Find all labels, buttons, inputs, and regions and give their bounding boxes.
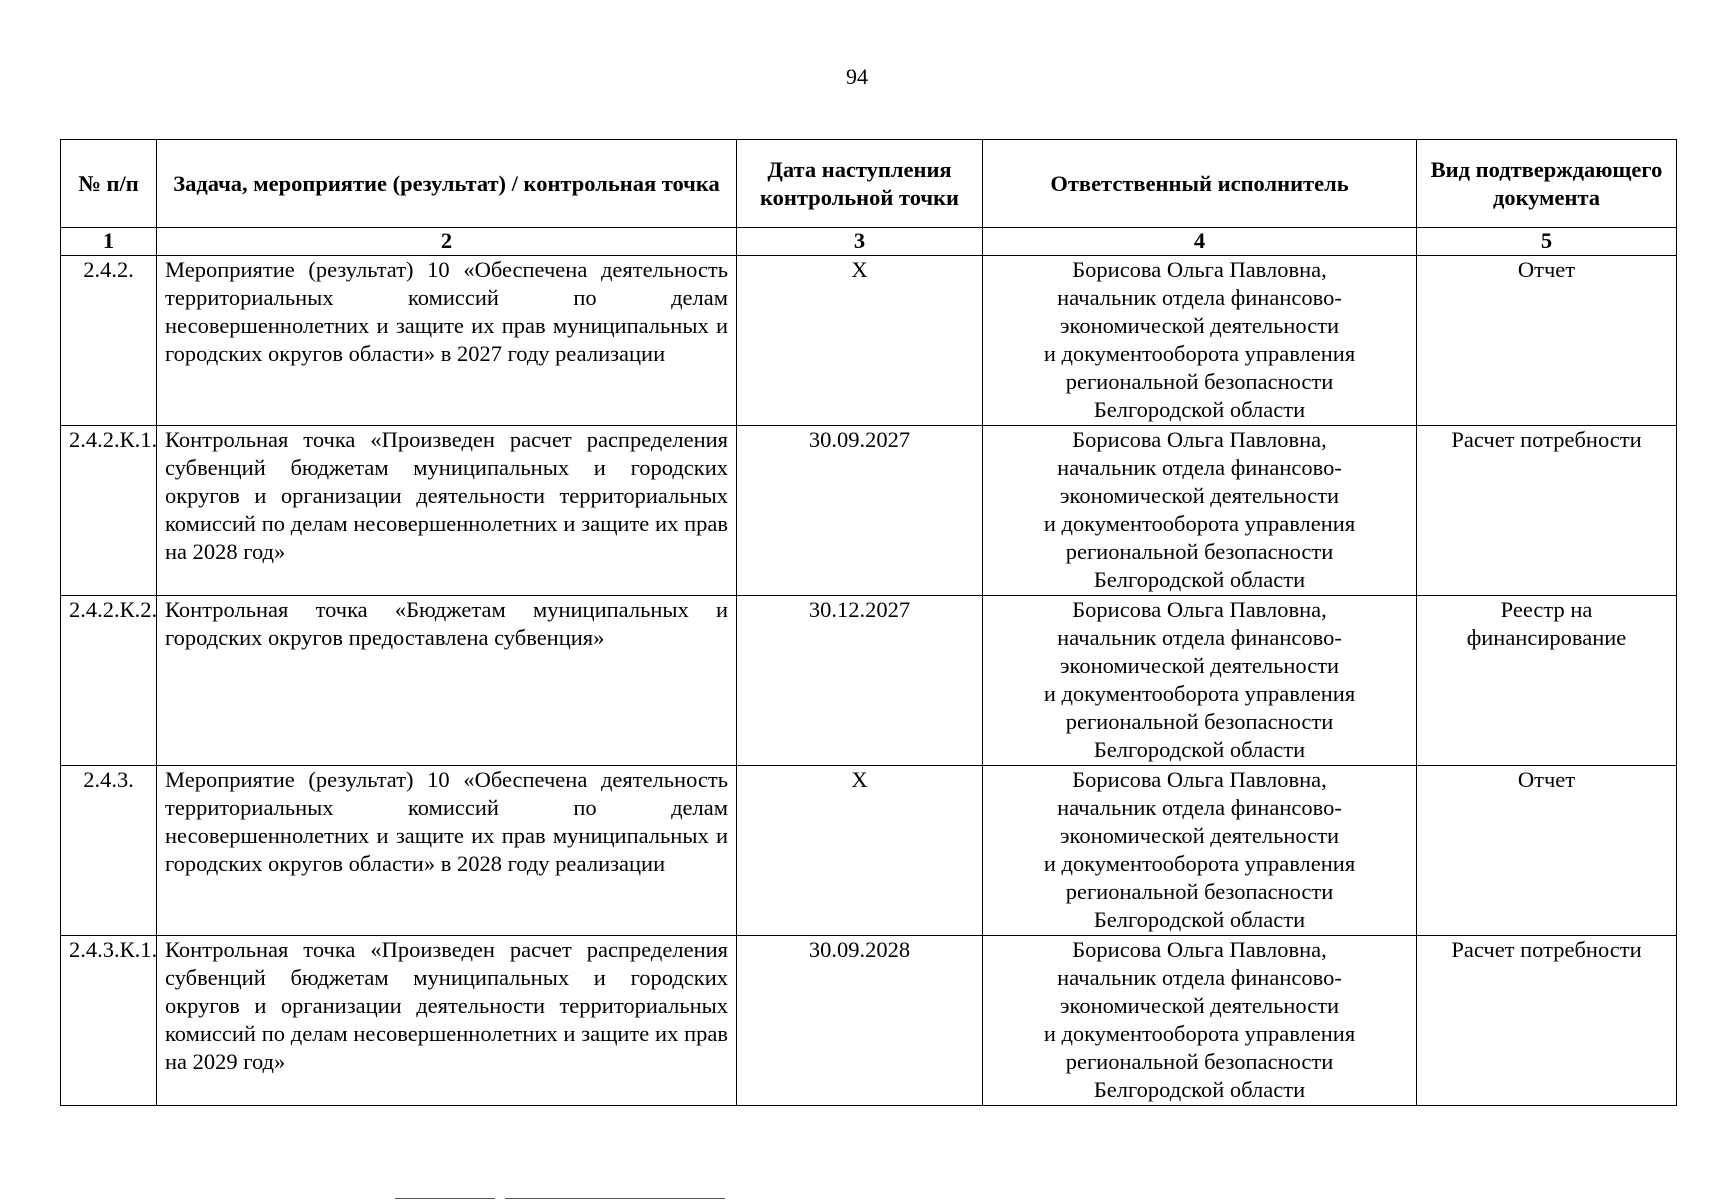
header-responsible: Ответственный исполнитель <box>983 140 1417 228</box>
table-header-row <box>61 140 1677 228</box>
header-number: № п/п <box>61 140 157 228</box>
responsible-line: Белгородской области <box>1093 397 1306 422</box>
responsible-line: Борисова Ольга Павловна, <box>1072 427 1327 452</box>
column-numbers-row <box>61 228 1677 256</box>
table-row <box>61 426 1677 596</box>
row-number: 2.4.3.К.1. <box>61 936 157 1106</box>
table-row <box>61 936 1677 1106</box>
responsible-line: региональной безопасности <box>1065 879 1334 904</box>
control-date: Х <box>737 766 983 936</box>
responsible-executor <box>983 426 1417 596</box>
column-number: 4 <box>983 228 1417 256</box>
responsible-line: Борисова Ольга Павловна, <box>1072 767 1327 792</box>
document-type: Расчет потребности <box>1417 426 1677 596</box>
control-points-table <box>60 139 1677 1106</box>
column-number: 5 <box>1417 228 1677 256</box>
responsible-line: Белгородской области <box>1093 567 1306 592</box>
header-document: Вид подтверждающего документа <box>1417 140 1677 228</box>
control-date: 30.12.2027 <box>737 596 983 766</box>
scan-edge-line <box>395 1198 495 1199</box>
responsible-line: экономической деятельности <box>1059 313 1340 338</box>
responsible-line: начальник отдела финансово- <box>1057 455 1342 480</box>
control-date: 30.09.2028 <box>737 936 983 1106</box>
responsible-line: начальник отдела финансово- <box>1057 285 1342 310</box>
responsible-line: Борисова Ольга Павловна, <box>1072 597 1327 622</box>
scan-edge-line <box>505 1198 725 1199</box>
responsible-line: Борисова Ольга Павловна, <box>1072 257 1327 282</box>
row-number: 2.4.3. <box>61 766 157 936</box>
table-row <box>61 766 1677 936</box>
responsible-executor <box>983 256 1417 426</box>
responsible-line: экономической деятельности <box>1059 993 1340 1018</box>
column-number: 3 <box>737 228 983 256</box>
responsible-line: начальник отдела финансово- <box>1057 795 1342 820</box>
document-type: Отчет <box>1417 256 1677 426</box>
responsible-line: экономической деятельности <box>1059 823 1340 848</box>
row-number: 2.4.2. <box>61 256 157 426</box>
responsible-line: начальник отдела финансово- <box>1057 625 1342 650</box>
document-type: Отчет <box>1417 766 1677 936</box>
responsible-line: Белгородской области <box>1093 907 1306 932</box>
responsible-executor <box>983 596 1417 766</box>
responsible-line: региональной безопасности <box>1065 369 1334 394</box>
responsible-line: Борисова Ольга Павловна, <box>1072 937 1327 962</box>
responsible-line: Белгородской области <box>1093 1077 1306 1102</box>
responsible-line: и документооборота управления <box>1043 851 1356 876</box>
responsible-line: начальник отдела финансово- <box>1057 965 1342 990</box>
responsible-line: и документооборота управления <box>1043 511 1356 536</box>
task-text: Мероприятие (результат) 10 «Обеспечена деятельность территориальных комиссий по делам несовершеннолетних и защите их прав муниципальных и городских округов области» в 2028 году реализации <box>157 766 737 936</box>
control-date: Х <box>737 256 983 426</box>
header-task: Задача, мероприятие (результат) / контрольная точка <box>157 140 737 228</box>
task-text: Контрольная точка «Произведен расчет распределения субвенций бюджетам муниципальных и городских округов и организации деятельности территориальных комиссий по делам несовершеннолетних и защите их прав на 2028 год» <box>157 426 737 596</box>
header-date: Дата наступления контрольной точки <box>737 140 983 228</box>
responsible-line: и документооборота управления <box>1043 681 1356 706</box>
page-number: 94 <box>846 64 868 89</box>
row-number: 2.4.2.К.2. <box>61 596 157 766</box>
control-date: 30.09.2027 <box>737 426 983 596</box>
responsible-line: экономической деятельности <box>1059 653 1340 678</box>
task-text: Контрольная точка «Произведен расчет распределения субвенций бюджетам муниципальных и городских округов и организации деятельности территориальных комиссий по делам несовершеннолетних и защите их прав на 2029 год» <box>157 936 737 1106</box>
document-type: Расчет потребности <box>1417 936 1677 1106</box>
task-text: Контрольная точка «Бюджетам муниципальных и городских округов предоставлена субвенция» <box>157 596 737 766</box>
task-text: Мероприятие (результат) 10 «Обеспечена деятельность территориальных комиссий по делам несовершеннолетних и защите их прав муниципальных и городских округов области» в 2027 году реализации <box>157 256 737 426</box>
responsible-executor <box>983 936 1417 1106</box>
table-row <box>61 256 1677 426</box>
responsible-line: региональной безопасности <box>1065 539 1334 564</box>
row-number: 2.4.2.К.1. <box>61 426 157 596</box>
responsible-line: и документооборота управления <box>1043 341 1356 366</box>
document-type: Реестр на финансирование <box>1417 596 1677 766</box>
responsible-line: и документооборота управления <box>1043 1021 1356 1046</box>
responsible-line: экономической деятельности <box>1059 483 1340 508</box>
column-number: 1 <box>61 228 157 256</box>
table-row <box>61 596 1677 766</box>
responsible-line: региональной безопасности <box>1065 709 1334 734</box>
responsible-line: региональной безопасности <box>1065 1049 1334 1074</box>
responsible-executor <box>983 766 1417 936</box>
responsible-line: Белгородской области <box>1093 737 1306 762</box>
column-number: 2 <box>157 228 737 256</box>
